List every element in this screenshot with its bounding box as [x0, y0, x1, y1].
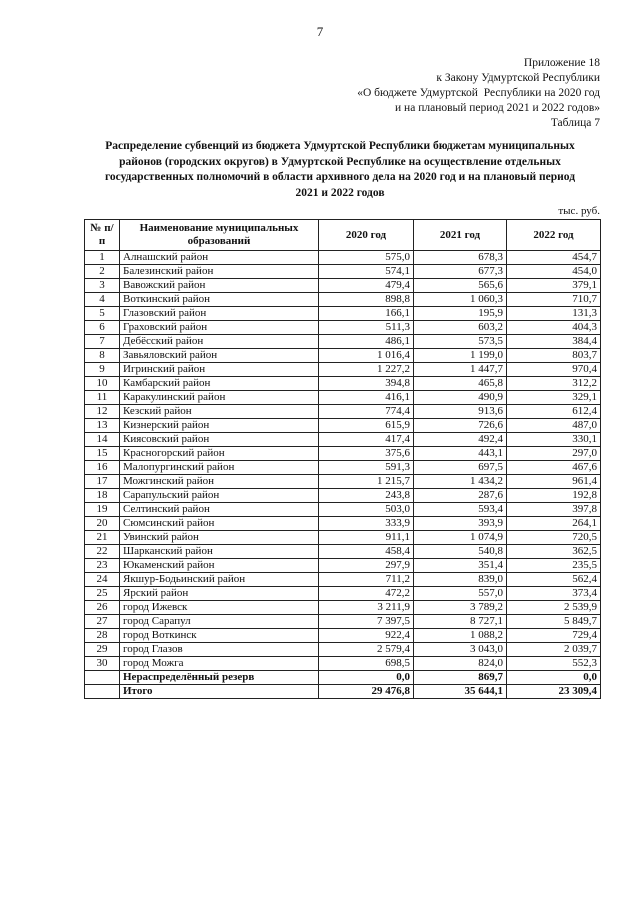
- table-row: [85, 559, 601, 573]
- table-row: [85, 587, 601, 601]
- row-2021: 540,8: [414, 545, 507, 559]
- row-2022: 131,3: [507, 307, 601, 321]
- row-2022: 454,7: [507, 251, 601, 265]
- row-name: Юкаменский район: [120, 559, 319, 573]
- table-row: [85, 321, 601, 335]
- row-2020: 774,4: [319, 405, 414, 419]
- row-2020: 1 227,2: [319, 363, 414, 377]
- table-row: [85, 349, 601, 363]
- row-2022: 373,4: [507, 587, 601, 601]
- row-2021: 1 074,9: [414, 531, 507, 545]
- row-2020: 166,1: [319, 307, 414, 321]
- row-2020: 297,9: [319, 559, 414, 573]
- row-2020: 698,5: [319, 657, 414, 671]
- subsidy-table: [84, 219, 601, 699]
- row-2020: 911,1: [319, 531, 414, 545]
- row-name: Вавожский район: [120, 279, 319, 293]
- table-row: [85, 335, 601, 349]
- row-2020: 394,8: [319, 377, 414, 391]
- row-number: 8: [85, 349, 120, 363]
- row-2020: 1 215,7: [319, 475, 414, 489]
- row-name: Киясовский район: [120, 433, 319, 447]
- row-2020: 243,8: [319, 489, 414, 503]
- appendix-line: «О бюджете Удмуртской Республики на 2020 год: [357, 87, 600, 99]
- row-2021: 287,6: [414, 489, 507, 503]
- reserve-2020: 0,0: [319, 671, 414, 685]
- row-2022: 297,0: [507, 447, 601, 461]
- row-2020: 503,0: [319, 503, 414, 517]
- table-row: [85, 419, 601, 433]
- title-line: государственных полномочий в области архивного дела на 2020 год и на плановый период: [104, 171, 576, 183]
- row-number: 23: [85, 559, 120, 573]
- row-name: Увинский район: [120, 531, 319, 545]
- reserve-2021: 869,7: [414, 671, 507, 685]
- row-2022: 5 849,7: [507, 615, 601, 629]
- row-name: Камбарский район: [120, 377, 319, 391]
- header-name: Наименование муниципальных образований: [120, 220, 319, 251]
- total-row: [85, 685, 601, 699]
- row-name: Сюмсинский район: [120, 517, 319, 531]
- row-name: Кезский район: [120, 405, 319, 419]
- row-2020: 3 211,9: [319, 601, 414, 615]
- row-2020: 416,1: [319, 391, 414, 405]
- appendix-line: Приложение 18: [523, 57, 600, 69]
- row-number: 24: [85, 573, 120, 587]
- table-row: [85, 461, 601, 475]
- row-2021: 465,8: [414, 377, 507, 391]
- row-number: 22: [85, 545, 120, 559]
- row-name: Граховский район: [120, 321, 319, 335]
- row-2020: 615,9: [319, 419, 414, 433]
- row-name: Завьяловский район: [120, 349, 319, 363]
- row-2022: 404,3: [507, 321, 601, 335]
- table-row: [85, 517, 601, 531]
- row-2021: 593,4: [414, 503, 507, 517]
- row-2021: 195,9: [414, 307, 507, 321]
- reserve-name: Нераспределённый резерв: [120, 671, 319, 685]
- row-name: Воткинский район: [120, 293, 319, 307]
- row-2022: 192,8: [507, 489, 601, 503]
- title-line: Распределение субвенций из бюджета Удмуртской Республики бюджетам муниципальных: [105, 140, 575, 152]
- row-2021: 913,6: [414, 405, 507, 419]
- row-2022: 379,1: [507, 279, 601, 293]
- row-number: 21: [85, 531, 120, 545]
- table-row: [85, 489, 601, 503]
- header-2020: 2020 год: [319, 220, 414, 251]
- table-row: [85, 279, 601, 293]
- row-2020: 1 016,4: [319, 349, 414, 363]
- row-number: 15: [85, 447, 120, 461]
- row-2022: 264,1: [507, 517, 601, 531]
- row-name: город Можга: [120, 657, 319, 671]
- row-2021: 490,9: [414, 391, 507, 405]
- row-2021: 351,4: [414, 559, 507, 573]
- header-num: № п/п: [85, 220, 120, 251]
- row-name: город Ижевск: [120, 601, 319, 615]
- row-2021: 3 789,2: [414, 601, 507, 615]
- table-row: [85, 573, 601, 587]
- row-name: Якшур-Бодьинский район: [120, 573, 319, 587]
- row-2020: 7 397,5: [319, 615, 414, 629]
- row-number: 7: [85, 335, 120, 349]
- row-2021: 8 727,1: [414, 615, 507, 629]
- total-2022: 23 309,4: [507, 685, 601, 699]
- row-name: Ярский район: [120, 587, 319, 601]
- row-2020: 511,3: [319, 321, 414, 335]
- row-2022: 710,7: [507, 293, 601, 307]
- row-2021: 1 060,3: [414, 293, 507, 307]
- row-number: 30: [85, 657, 120, 671]
- title-line: 2021 и 2022 годов: [295, 186, 385, 199]
- appendix-line: к Закону Удмуртской Республики: [436, 72, 600, 84]
- table-label: Таблица 7: [550, 117, 600, 129]
- row-2020: 486,1: [319, 335, 414, 349]
- appendix-line: и на плановый период 2021 и 2022 годов»: [395, 102, 600, 114]
- table-row: [85, 615, 601, 629]
- table-body: [85, 251, 601, 699]
- table-row: [85, 447, 601, 461]
- appendix-block: [357, 56, 600, 131]
- row-2020: 898,8: [319, 293, 414, 307]
- row-2022: 312,2: [507, 377, 601, 391]
- row-2022: 729,4: [507, 629, 601, 643]
- row-name: Каракулинский район: [120, 391, 319, 405]
- row-2020: 574,1: [319, 265, 414, 279]
- row-number: 29: [85, 643, 120, 657]
- row-2022: 720,5: [507, 531, 601, 545]
- row-2021: 393,9: [414, 517, 507, 531]
- row-number: 27: [85, 615, 120, 629]
- row-2020: 2 579,4: [319, 643, 414, 657]
- row-number: 11: [85, 391, 120, 405]
- table-row: [85, 643, 601, 657]
- row-2021: 557,0: [414, 587, 507, 601]
- row-name: Шарканский район: [120, 545, 319, 559]
- row-number: 13: [85, 419, 120, 433]
- row-name: Кизнерский район: [120, 419, 319, 433]
- row-name: Балезинский район: [120, 265, 319, 279]
- table-row: [85, 657, 601, 671]
- row-number: 5: [85, 307, 120, 321]
- row-2022: 330,1: [507, 433, 601, 447]
- row-2021: 1 434,2: [414, 475, 507, 489]
- row-2020: 479,4: [319, 279, 414, 293]
- header-2022: 2022 год: [507, 220, 601, 251]
- total-number: [85, 685, 120, 699]
- row-number: 20: [85, 517, 120, 531]
- row-2021: 492,4: [414, 433, 507, 447]
- row-name: Глазовский район: [120, 307, 319, 321]
- row-name: Селтинский район: [120, 503, 319, 517]
- table-row: [85, 531, 601, 545]
- row-number: 28: [85, 629, 120, 643]
- row-2021: 824,0: [414, 657, 507, 671]
- row-2021: 603,2: [414, 321, 507, 335]
- row-2021: 1 088,2: [414, 629, 507, 643]
- row-2020: 472,2: [319, 587, 414, 601]
- table-row: [85, 251, 601, 265]
- row-number: 18: [85, 489, 120, 503]
- row-number: 9: [85, 363, 120, 377]
- row-number: 1: [85, 251, 120, 265]
- row-2022: 329,1: [507, 391, 601, 405]
- row-number: 3: [85, 279, 120, 293]
- row-2021: 1 199,0: [414, 349, 507, 363]
- row-2021: 677,3: [414, 265, 507, 279]
- document-title: [60, 139, 620, 201]
- table-row: [85, 307, 601, 321]
- row-number: 17: [85, 475, 120, 489]
- row-name: Красногорский район: [120, 447, 319, 461]
- total-2020: 29 476,8: [319, 685, 414, 699]
- row-2020: 711,2: [319, 573, 414, 587]
- total-name: Итого: [120, 685, 319, 699]
- row-2022: 362,5: [507, 545, 601, 559]
- table-row: [85, 629, 601, 643]
- row-2022: 397,8: [507, 503, 601, 517]
- row-number: 6: [85, 321, 120, 335]
- row-name: Сарапульский район: [120, 489, 319, 503]
- row-2020: 922,4: [319, 629, 414, 643]
- row-2020: 333,9: [319, 517, 414, 531]
- row-2020: 417,4: [319, 433, 414, 447]
- table-row: [85, 377, 601, 391]
- row-2021: 678,3: [414, 251, 507, 265]
- row-2022: 467,6: [507, 461, 601, 475]
- row-2020: 458,4: [319, 545, 414, 559]
- row-2021: 697,5: [414, 461, 507, 475]
- row-name: город Глазов: [120, 643, 319, 657]
- row-2020: 591,3: [319, 461, 414, 475]
- page-number: 7: [316, 24, 324, 39]
- reserve-2022: 0,0: [507, 671, 601, 685]
- row-2022: 384,4: [507, 335, 601, 349]
- row-number: 14: [85, 433, 120, 447]
- table-row: [85, 545, 601, 559]
- header-2021: 2021 год: [414, 220, 507, 251]
- reserve-row: [85, 671, 601, 685]
- row-2022: 612,4: [507, 405, 601, 419]
- row-name: Дебёсский район: [120, 335, 319, 349]
- row-2021: 839,0: [414, 573, 507, 587]
- units-label: тыс. руб.: [558, 205, 600, 217]
- table-row: [85, 293, 601, 307]
- table-row: [85, 405, 601, 419]
- row-2022: 970,4: [507, 363, 601, 377]
- row-2022: 803,7: [507, 349, 601, 363]
- row-name: Алнашский район: [120, 251, 319, 265]
- title-line: районов (городских округов) в Удмуртской Республике на осуществление отдельных: [119, 155, 561, 168]
- row-2022: 961,4: [507, 475, 601, 489]
- row-name: город Сарапул: [120, 615, 319, 629]
- row-name: Игринский район: [120, 363, 319, 377]
- row-number: 2: [85, 265, 120, 279]
- row-number: 12: [85, 405, 120, 419]
- row-2021: 726,6: [414, 419, 507, 433]
- row-2022: 2 039,7: [507, 643, 601, 657]
- table-row: [85, 265, 601, 279]
- row-number: 4: [85, 293, 120, 307]
- row-2022: 2 539,9: [507, 601, 601, 615]
- row-2022: 454,0: [507, 265, 601, 279]
- table-row: [85, 391, 601, 405]
- row-2022: 235,5: [507, 559, 601, 573]
- table-row: [85, 503, 601, 517]
- row-number: 19: [85, 503, 120, 517]
- reserve-number: [85, 671, 120, 685]
- row-2022: 562,4: [507, 573, 601, 587]
- table-row: [85, 363, 601, 377]
- table-row: [85, 601, 601, 615]
- row-number: 10: [85, 377, 120, 391]
- row-2021: 3 043,0: [414, 643, 507, 657]
- row-2020: 375,6: [319, 447, 414, 461]
- row-2021: 1 447,7: [414, 363, 507, 377]
- total-2021: 35 644,1: [414, 685, 507, 699]
- table-row: [85, 433, 601, 447]
- row-2020: 575,0: [319, 251, 414, 265]
- row-number: 26: [85, 601, 120, 615]
- row-2022: 552,3: [507, 657, 601, 671]
- row-number: 25: [85, 587, 120, 601]
- row-name: город Воткинск: [120, 629, 319, 643]
- table-header-row: [85, 220, 601, 251]
- row-2021: 573,5: [414, 335, 507, 349]
- row-name: Можгинский район: [120, 475, 319, 489]
- row-name: Малопургинский район: [120, 461, 319, 475]
- row-2021: 443,1: [414, 447, 507, 461]
- row-2021: 565,6: [414, 279, 507, 293]
- row-number: 16: [85, 461, 120, 475]
- row-2022: 487,0: [507, 419, 601, 433]
- table-row: [85, 475, 601, 489]
